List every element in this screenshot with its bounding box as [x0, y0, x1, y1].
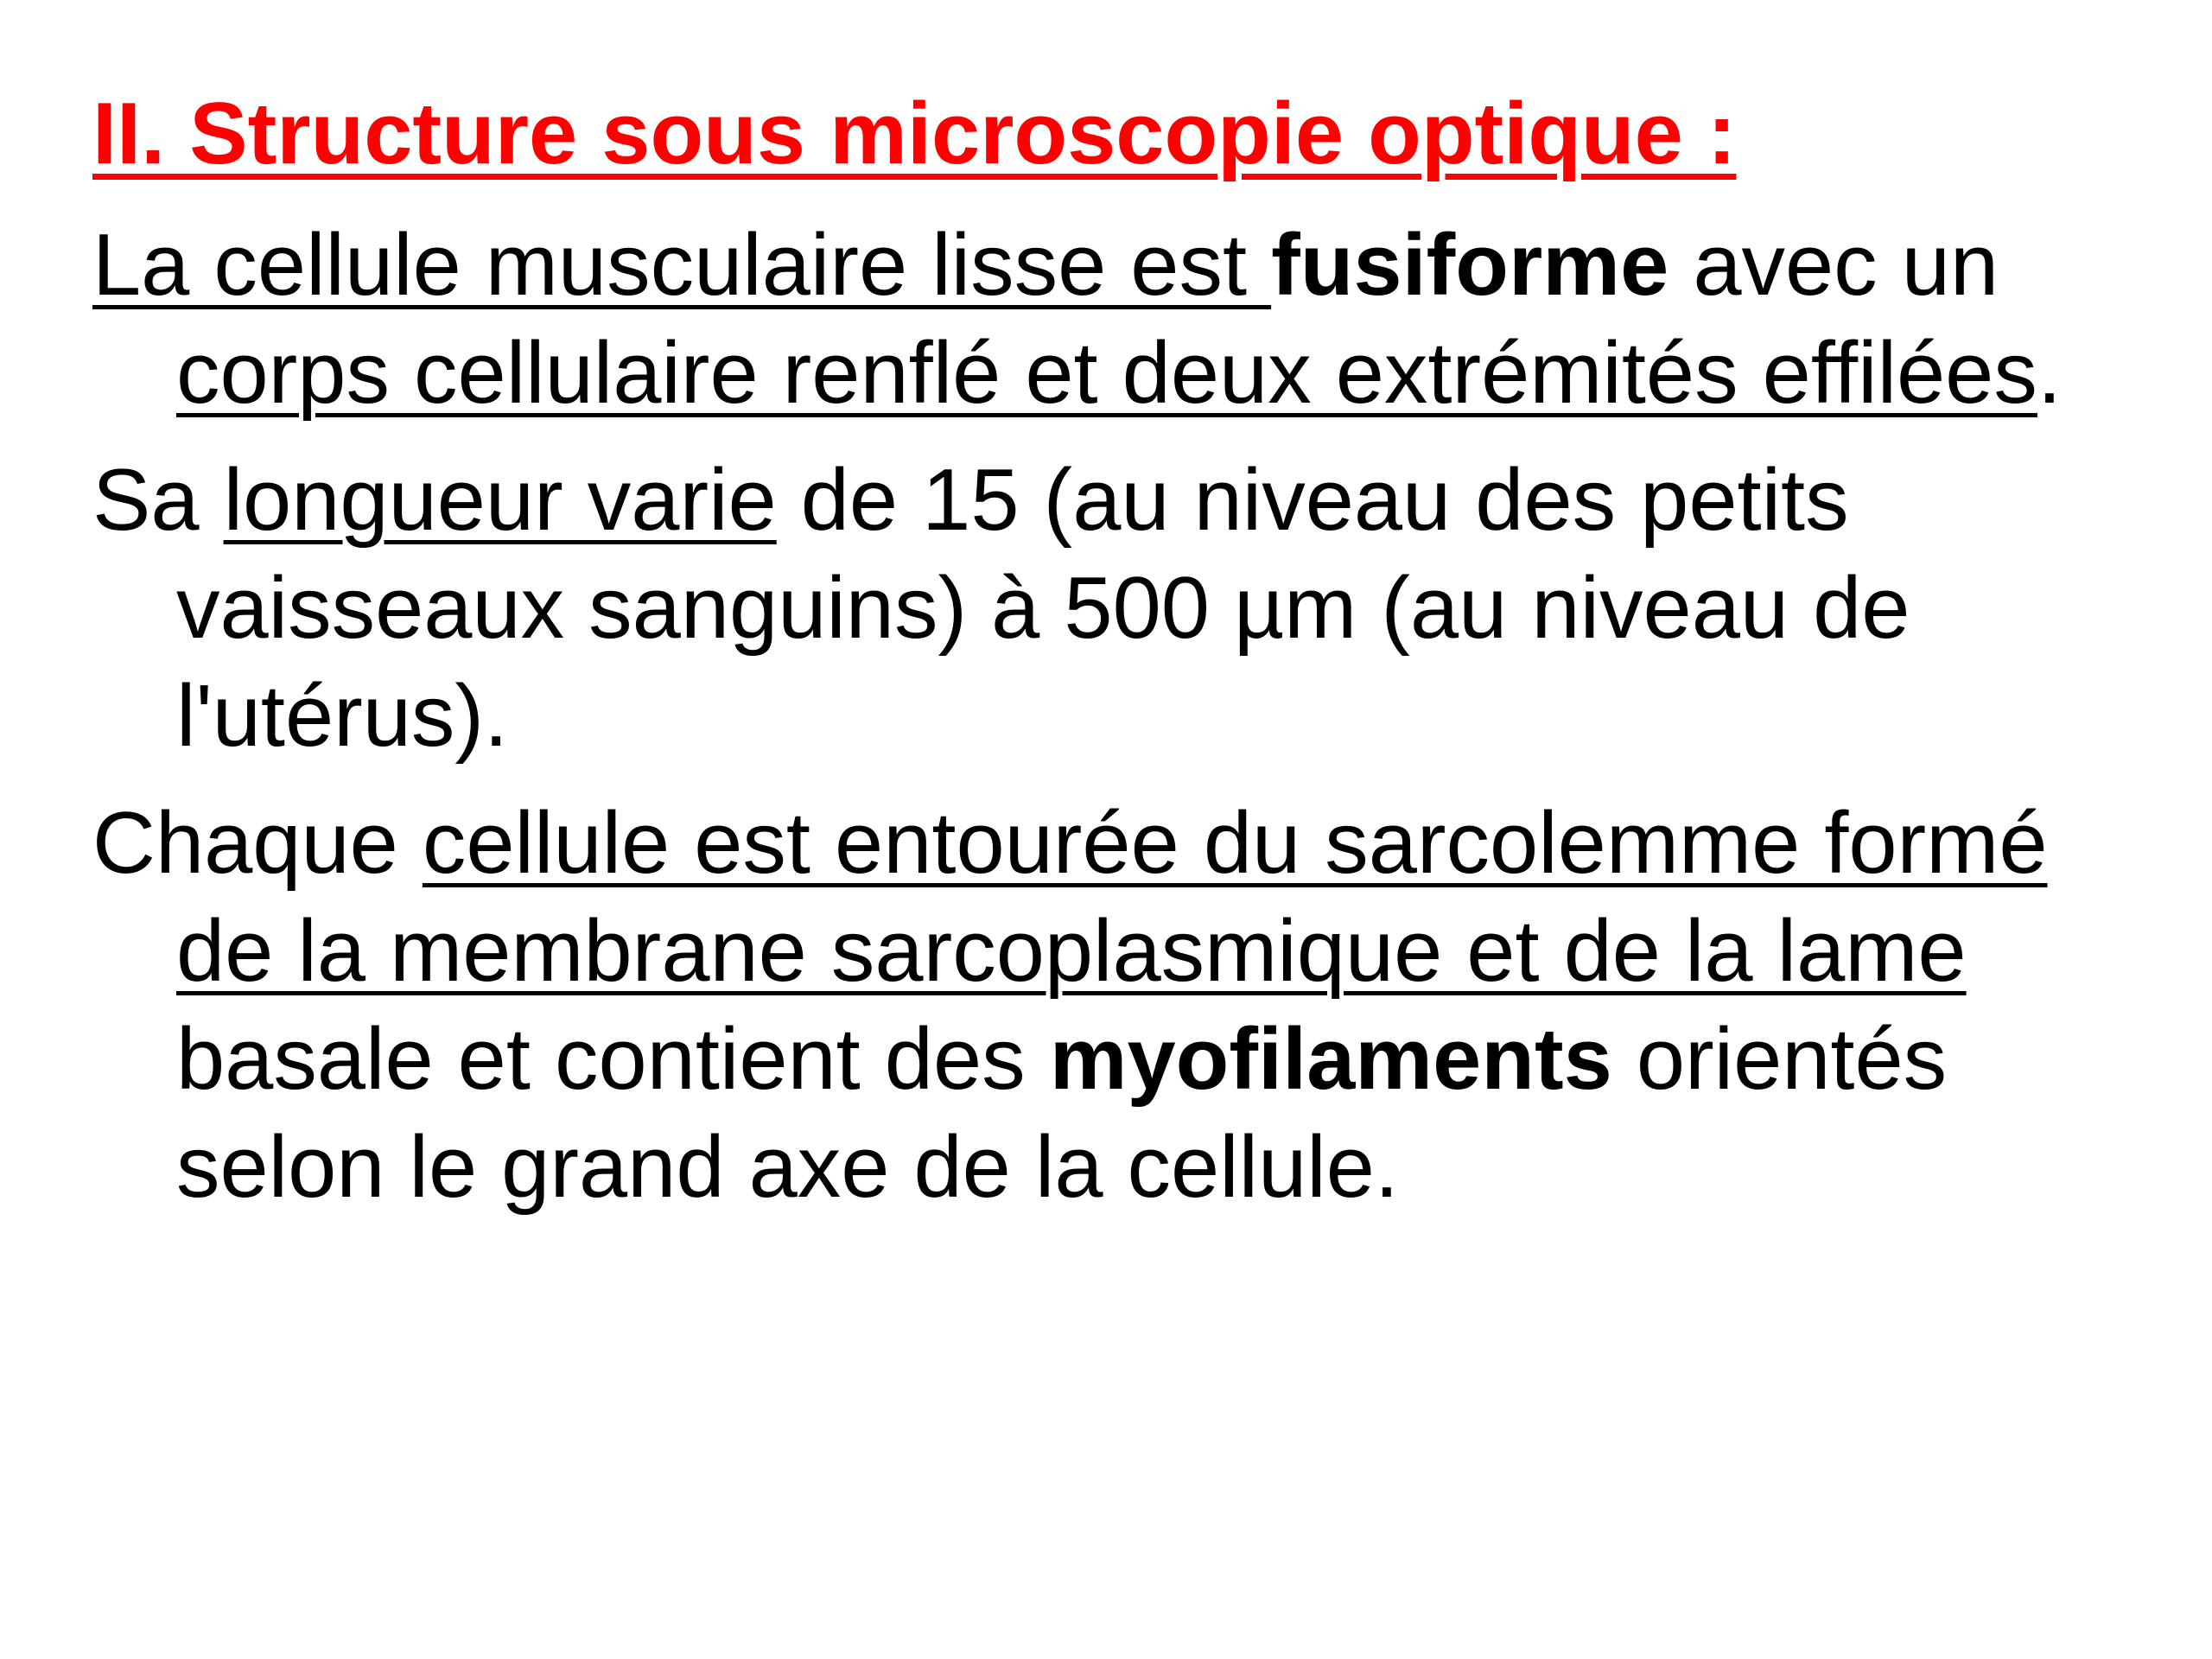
paragraph-sarcolemma [92, 790, 2166, 1222]
shape-text-b: . [2037, 325, 2062, 422]
length-text-a: Sa [92, 452, 224, 549]
shape-bold-term: fusiforme [1271, 217, 1669, 314]
sarcolemma-text-a: Chaque [92, 795, 423, 892]
sarcolemma-text-b: basale et contient des [176, 1011, 1050, 1108]
sarcolemma-text-c: orientés selon le grand axe de la cellule. [176, 1011, 1948, 1216]
paragraph-shape [92, 212, 2166, 428]
slide-title: II. Structure sous microscopie optique : [92, 86, 1737, 182]
length-text-b: de 15 (au niveau des petits vaisseaux sanguins) à 500 µm (au niveau de l'utérus). [176, 452, 1910, 765]
myofilaments-bold-term: myofilaments [1049, 1011, 1612, 1108]
shape-underlined-text: La cellule musculaire lisse est [92, 217, 1272, 314]
shape-description: corps cellulaire renflé et deux extrémités effilées [176, 325, 2037, 422]
slide-body [92, 212, 2166, 1241]
shape-text-a: avec un [1669, 217, 1999, 314]
length-underlined-text: longueur varie [223, 452, 777, 549]
paragraph-length [92, 447, 2166, 771]
sarcolemma-underlined-text: cellule est entourée du sarcolemme formé de la membrane sarcoplasmique et de la lame [176, 795, 2048, 1000]
